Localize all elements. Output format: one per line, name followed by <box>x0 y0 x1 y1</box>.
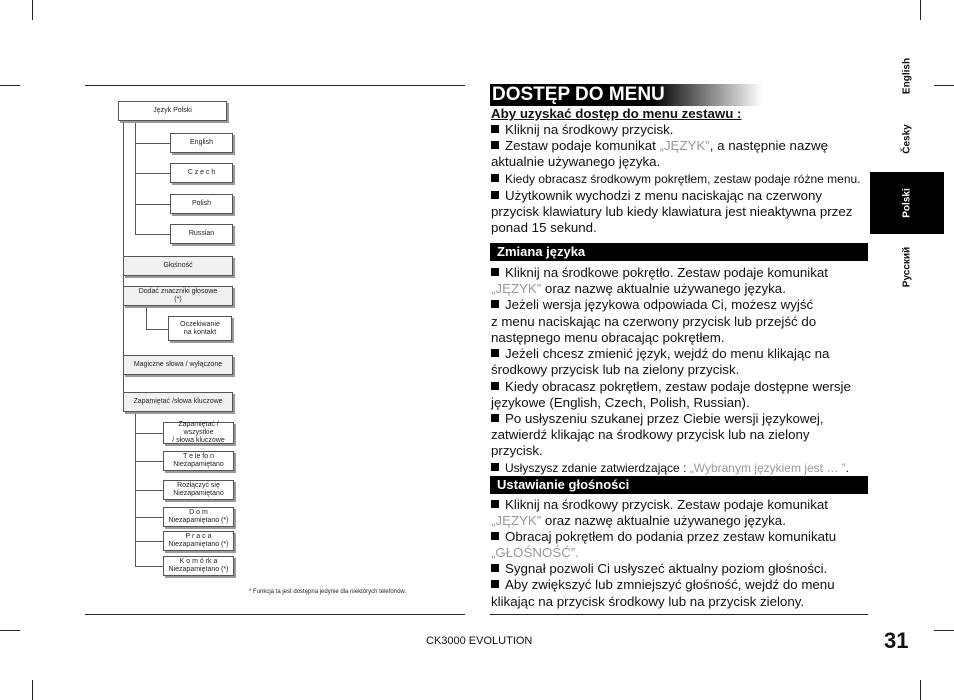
instruction-line <box>491 188 822 204</box>
tree-line <box>135 204 170 205</box>
diagram-footnote: * Funkcja ta jest dostępna jedynie dla niektórych telefonów. <box>249 589 407 595</box>
tree-node-memorize: Zapamiętać /słowa kluczowe <box>123 392 233 412</box>
instruction-line <box>491 497 828 513</box>
tree-line <box>135 490 163 491</box>
bullet-square-icon <box>491 580 499 588</box>
tree-node-english: English <box>170 133 233 153</box>
subtitle-text: Aby uzyskać dostęp do menu zestawu : <box>491 106 742 121</box>
instruction-line: językowe (English, Czech, Polish, Russian). <box>491 395 750 410</box>
instruction-text: , a następnie nazwę <box>709 138 828 153</box>
bottom-rule-right <box>490 614 868 615</box>
tree-node-home: D o m Niezapamiętano (*) <box>163 507 234 527</box>
menu-access-subtitle <box>491 106 741 122</box>
instruction-line: przycisk klawiatury lub kiedy klawiatura jest nieaktywna przez <box>491 204 853 219</box>
tree-node-czech: C z e c h <box>170 163 233 183</box>
bullet-square-icon <box>491 125 499 133</box>
tree-node-magic-words: Magiczne słowa / wyłączone <box>123 355 233 375</box>
instruction-text: oraz nazwę aktualnie używanego języka. <box>541 513 786 528</box>
instruction-line <box>491 122 673 138</box>
tree-node-disconnect: Rozłączyć się Niezapamiętano <box>163 480 234 500</box>
tree-node-work: P r a c a Niezapamiętano (*) <box>163 531 234 551</box>
tree-node-mobile: K o m ó rk a Niezapamiętano (*) <box>163 556 234 576</box>
tab-label: Česky <box>901 124 913 154</box>
tree-line <box>146 305 147 329</box>
tree-node-root: Język Polski <box>118 101 227 121</box>
instruction-line <box>491 346 829 362</box>
tree-node-polish: Polish <box>170 194 233 214</box>
crop-mark <box>32 0 33 20</box>
instruction-line <box>491 379 851 395</box>
instruction-line: z menu naciskając na czerwony przycisk lub przejść do <box>491 314 817 329</box>
crop-mark <box>32 680 33 700</box>
bullet-square-icon <box>491 500 499 508</box>
instruction-line: następnego menu obracając pokrętłem. <box>491 330 725 345</box>
voice-prompt-text: „JĘZYK” <box>491 513 542 528</box>
instruction-line: zatwierdź klikając na środkowy przycisk lub na zielony <box>491 427 810 442</box>
crop-mark <box>0 630 20 631</box>
page-number: 31 <box>884 628 909 653</box>
instruction-line <box>491 577 835 593</box>
tree-line <box>135 173 170 174</box>
tree-line <box>135 411 136 566</box>
footer-model-name: CK3000 EVOLUTION <box>426 635 533 647</box>
instruction-line: środkowy przycisk lub na zielony przycisk. <box>491 362 740 377</box>
instruction-line: aktualnie używanego języka. <box>491 154 661 169</box>
bullet-square-icon <box>491 141 499 149</box>
bottom-rule-left <box>85 614 465 615</box>
crop-mark <box>934 630 954 631</box>
instruction-text: Aby zwiększyć lub zmniejszyć głośność, wejdź do menu <box>505 577 835 592</box>
instruction-line: klikając na przycisk środkowy lub na przycisk zielony. <box>491 594 805 609</box>
instruction-text: Kliknij na środkowy przycisk. Zestaw podaje komunikat <box>505 497 828 512</box>
instruction-line <box>491 297 813 313</box>
instruction-line <box>491 545 579 561</box>
instruction-text: Kliknij na środkowe pokrętło. Zestaw podaje komunikat <box>505 265 828 280</box>
instruction-line <box>491 171 861 187</box>
tab-polski[interactable] <box>870 172 944 234</box>
section-title-volume: Ustawianie głośności <box>497 477 630 492</box>
tree-line <box>135 461 163 462</box>
tree-line <box>146 329 168 330</box>
tree-line <box>135 433 163 434</box>
crop-mark <box>920 680 921 700</box>
instruction-line <box>491 460 849 476</box>
instruction-text: Zestaw podaje komunikat <box>505 138 660 153</box>
tree-node-memorize-all: Zapamiętać / wszystkie / słowa kluczowe <box>163 422 234 444</box>
instruction-line <box>491 529 836 545</box>
instruction-text: Po usłyszeniu szukanej przez Ciebie wersji językowej, <box>505 411 824 426</box>
instruction-text: Użytkownik wychodzi z menu naciskając na czerwony <box>505 188 823 203</box>
instruction-text: Kliknij na środkowy przycisk. <box>505 122 674 137</box>
tree-node-voice-tags: Dodać znaczniki głosowe (*) <box>123 286 233 306</box>
instruction-line <box>491 265 828 281</box>
tab-cesky[interactable] <box>870 108 944 170</box>
voice-prompt-text: „JĘZYK” <box>659 138 710 153</box>
tree-line <box>135 234 170 235</box>
crop-mark <box>920 0 921 20</box>
instruction-line: ponad 15 sekund. <box>491 220 597 235</box>
instruction-text: Obracaj pokrętłem do podania przez zestaw komunikatu <box>505 529 837 544</box>
instruction-text: Kiedy obracasz środkowym pokrętłem, zestaw podaje różne menu. <box>505 172 861 186</box>
instruction-text: Usłyszysz zdanie zatwierdzające : <box>505 461 690 475</box>
voice-prompt-text: „Wybranym językiem jest … ” <box>689 461 846 475</box>
bullet-square-icon <box>491 414 499 422</box>
bullet-square-icon <box>491 349 499 357</box>
instruction-line <box>491 281 786 297</box>
voice-prompt-text: „JĘZYK” <box>491 281 542 296</box>
tab-label: Polski <box>901 188 913 218</box>
instruction-line <box>491 561 827 577</box>
tree-node-volume: Głośność <box>123 256 233 276</box>
instruction-text: Kiedy obracasz pokrętłem, zestaw podaje dostępne wersje <box>505 379 851 394</box>
page-title: DOSTĘP DO MENU <box>492 84 665 105</box>
tab-label: Русский <box>901 246 913 288</box>
instruction-text: Jeżeli chcesz zmienić język, wejdź do menu klikając na <box>505 346 830 361</box>
tree-line <box>135 143 170 144</box>
section-title-change-language: Zmiana języka <box>497 244 586 259</box>
instruction-line <box>491 513 786 529</box>
bullet-square-icon <box>491 382 499 390</box>
tree-line <box>135 566 163 567</box>
tree-node-waiting: Oczekiwanie na kontakt <box>168 316 232 341</box>
bullet-square-icon <box>491 300 499 308</box>
tree-line <box>135 121 136 235</box>
voice-prompt-text: „GŁOŚNOŚĆ”. <box>491 545 579 560</box>
tree-node-russian: Russian <box>170 224 233 244</box>
bullet-square-icon <box>491 532 499 540</box>
instruction-text: oraz nazwę aktualnie używanego języka. <box>541 281 786 296</box>
instruction-line: przycisk. <box>491 443 543 458</box>
tab-label: English <box>901 57 913 95</box>
crop-mark <box>0 85 20 86</box>
top-rule-left <box>85 85 465 86</box>
bullet-square-icon <box>491 268 499 276</box>
tree-line <box>135 517 163 518</box>
instruction-text: . <box>845 461 849 475</box>
bullet-square-icon <box>491 174 499 182</box>
tab-english[interactable] <box>870 45 944 107</box>
tree-line <box>135 541 163 542</box>
tab-russian[interactable] <box>870 236 944 298</box>
instruction-line <box>491 138 828 154</box>
instruction-text: Sygnał pozwoli Ci usłyszeć aktualny poziom głośności. <box>505 561 828 576</box>
instruction-line <box>491 411 824 427</box>
bullet-square-icon <box>491 564 499 572</box>
tree-node-phone: T e le fo n Niezapamiętano <box>163 451 234 471</box>
instruction-text: Jeżeli wersja językowa odpowiada Ci, możesz wyjść <box>505 297 814 312</box>
bullet-square-icon <box>491 191 499 199</box>
bullet-square-icon <box>491 463 499 471</box>
